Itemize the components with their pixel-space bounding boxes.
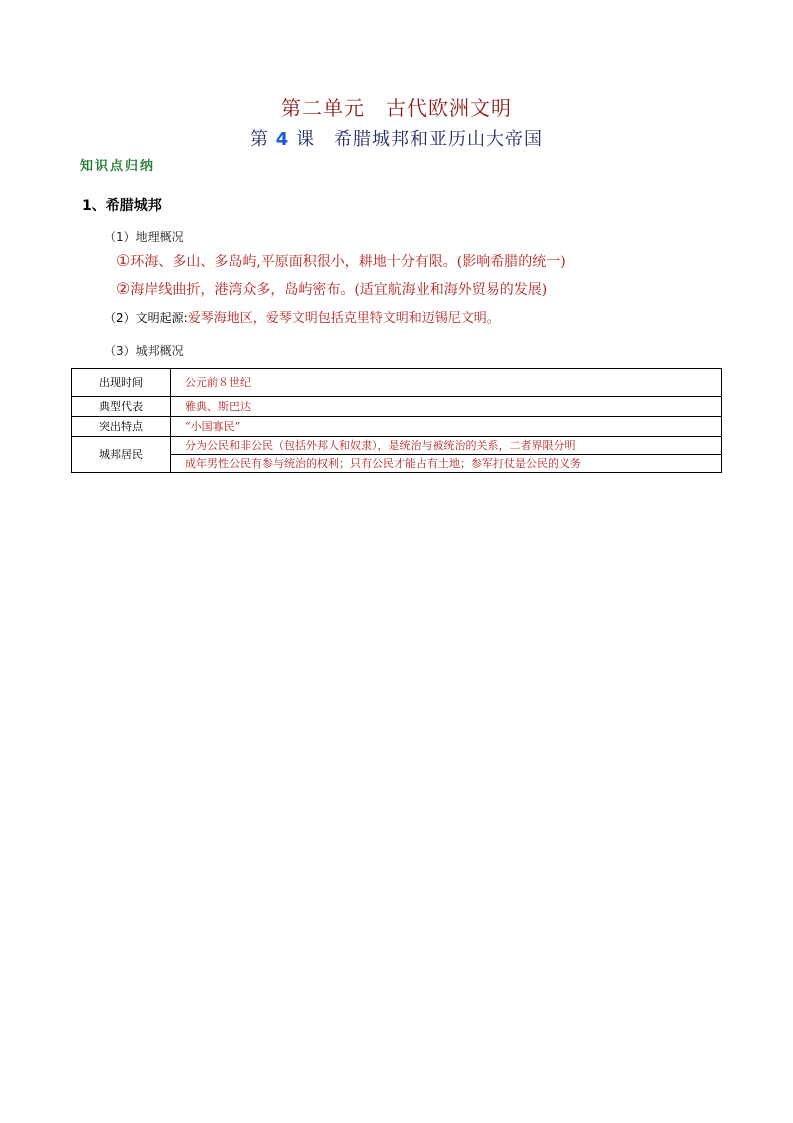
lesson-title [0, 125, 793, 151]
civilization-origin [104, 307, 500, 326]
table-key: 典型代表 [72, 397, 171, 417]
table-key: 出现时间 [72, 369, 171, 397]
table-row [72, 417, 722, 437]
lesson-title-prefix: 第 [250, 129, 276, 150]
geo-line-2-mark: ② [116, 279, 131, 298]
table-value: 雅典、斯巴达 [171, 397, 722, 417]
city-state-table [71, 368, 722, 473]
table-value: 公元前８世纪 [171, 369, 722, 397]
table-row [72, 369, 722, 397]
table-value-citizens-2: 成年男性公民有参与统治的权利；只有公民才能占有土地；参军打仗是公民的义务 [171, 455, 722, 473]
geo-line-1 [116, 251, 566, 271]
origin-label: （2）文明起源: [104, 311, 188, 325]
table-row [72, 397, 722, 417]
table-key-citizens: 城邦居民 [72, 437, 171, 473]
table-key: 突出特点 [72, 417, 171, 437]
lesson-number: 4 [275, 129, 290, 150]
section-tag: 知识点归纳 [80, 159, 156, 174]
lesson-title-suffix: 课 希腊城邦和亚历山大帝国 [289, 129, 543, 150]
table-value-citizens-1: 分为公民和非公民（包括外邦人和奴隶），是统治与被统治的关系，二者界限分明 [171, 437, 722, 455]
geo-line-2-text: 海岸线曲折，港湾众多，岛屿密布。(适宜航海业和海外贸易的发展) [130, 282, 548, 298]
table-value: “小国寡民” [171, 417, 722, 437]
origin-value: 爱琴海地区，爱琴文明包括克里特文明和迈锡尼文明。 [187, 311, 500, 326]
table-row [72, 437, 722, 455]
sub-heading-city-state-overview: （3）城邦概况 [104, 344, 184, 358]
geo-line-2 [116, 279, 547, 299]
geo-line-1-mark: ① [116, 251, 131, 270]
sub-heading-geography: （1）地理概况 [104, 230, 184, 244]
heading-greek-city-states: 1、希腊城邦 [82, 198, 162, 214]
geo-line-1-text: 环海、多山、多岛屿,平原面积很小，耕地十分有限。(影响希腊的统一) [130, 254, 566, 270]
unit-title: 第二单元 古代欧洲文明 [281, 96, 512, 120]
